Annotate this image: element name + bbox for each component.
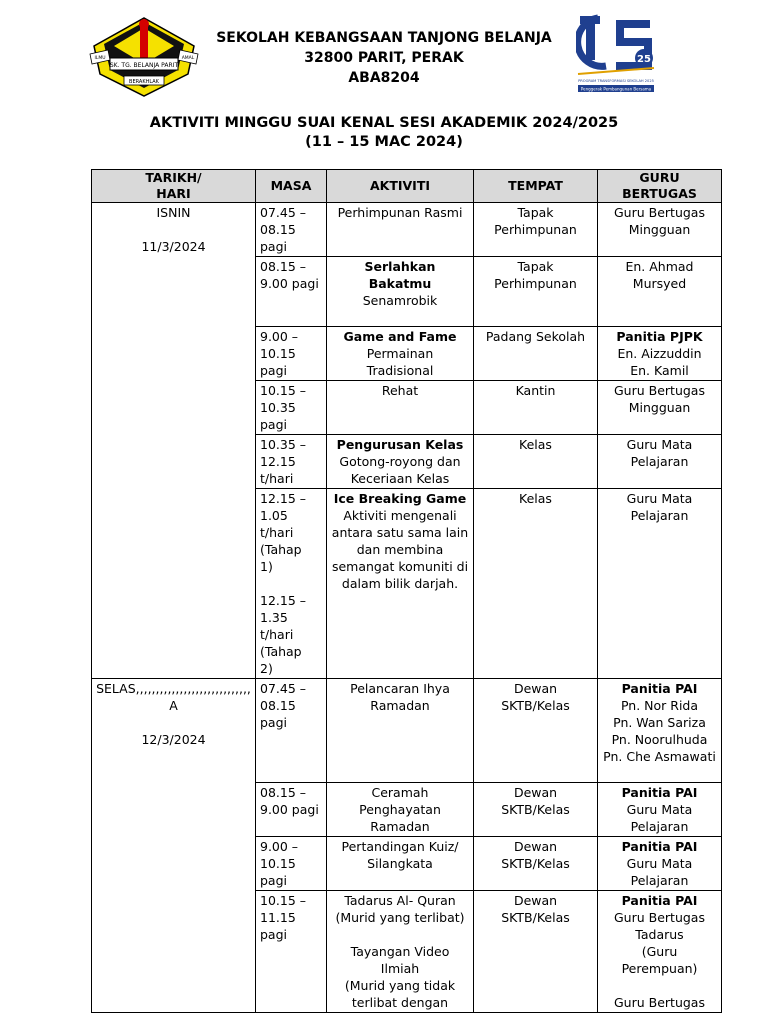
cell-line: 10.15 – xyxy=(260,893,307,908)
cell-line: SKTB/Kelas xyxy=(501,856,570,871)
cell-line: Perhimpunan xyxy=(494,276,577,291)
table-row xyxy=(92,679,722,783)
cell-line: En. Ahmad xyxy=(625,259,694,274)
aktiviti-cell xyxy=(327,327,474,381)
cell-line: Guru Bertugas xyxy=(614,205,705,220)
cell-line: dan membina xyxy=(356,542,444,557)
cell-line: pagi xyxy=(260,363,288,378)
school-code: ABA8204 xyxy=(348,70,420,86)
cell-line: 10.35 xyxy=(260,400,296,415)
guru-cell xyxy=(598,257,722,327)
guru-cell xyxy=(598,327,722,381)
day-cell xyxy=(92,203,256,679)
cell-line: 10.15 xyxy=(260,346,296,361)
cell-line: Mursyed xyxy=(632,276,687,291)
cell-line: (Murid yang tidak xyxy=(344,978,456,993)
blank-line xyxy=(96,714,251,731)
cell-line: Permainan xyxy=(366,346,434,361)
cell-line: 08.15 xyxy=(260,698,296,713)
crest-motto: BERAKHLAK xyxy=(129,79,159,85)
guru-cell xyxy=(598,489,722,679)
cell-line: Guru Mata xyxy=(626,802,693,817)
cell-line: Panitia PJPK xyxy=(616,329,703,344)
crest-ribbon-right: AMAL xyxy=(181,56,195,61)
cell-line: Pelancaran Ihya xyxy=(350,681,450,696)
cell-line: Panitia PAI xyxy=(621,893,698,908)
page-title xyxy=(0,114,768,152)
cell-line: Ramadan xyxy=(370,819,430,834)
cell-line: Tradisional xyxy=(366,363,434,378)
tempat-cell xyxy=(474,679,598,783)
cell-line: Senamrobik xyxy=(362,293,438,308)
cell-line: Tadarus Al- Quran xyxy=(344,893,456,908)
cell-line: 9.00 pagi xyxy=(260,802,319,817)
title-line-2: (11 – 15 MAC 2024) xyxy=(305,134,463,150)
cell-line: dalam bilik darjah. xyxy=(341,576,459,591)
aktiviti-cell xyxy=(327,679,474,783)
cell-line: Rehat xyxy=(381,383,419,398)
cell-line: 11.15 xyxy=(260,910,296,925)
cell-line: Tadarus xyxy=(635,927,684,942)
header-masa: MASA xyxy=(256,170,327,203)
cell-line: Mingguan xyxy=(628,400,691,415)
cell-line: 9.00 pagi xyxy=(260,276,319,291)
school-name: SEKOLAH KEBANGSAAN TANJONG BELANJA xyxy=(216,30,552,46)
cell-line: Pn. Noorulhuda xyxy=(611,732,708,747)
masa-cell xyxy=(256,327,327,381)
guru-cell xyxy=(598,381,722,435)
day-line1: ISNIN xyxy=(156,205,191,220)
cell-line: 07.45 – xyxy=(260,205,307,220)
cell-line: 1) xyxy=(260,559,273,574)
cell-line: 10.35 – xyxy=(260,437,307,452)
cell-line: 1.35 xyxy=(260,610,288,625)
cell-line: Guru Bertugas xyxy=(614,910,705,925)
cell-line: 07.45 – xyxy=(260,681,307,696)
cell-line: Pelajaran xyxy=(630,508,689,523)
cell-line: Guru Bertugas xyxy=(614,383,705,398)
aktiviti-cell xyxy=(327,891,474,1013)
guru-cell xyxy=(598,679,722,783)
cell-line: 10.15 – xyxy=(260,383,307,398)
cell-line: Perempuan) xyxy=(621,961,698,976)
aktiviti-cell xyxy=(327,381,474,435)
cell-line: Ice Breaking Game xyxy=(333,491,467,506)
tempat-cell xyxy=(474,783,598,837)
cell-line: En. Kamil xyxy=(630,363,689,378)
blank-line xyxy=(260,575,322,592)
aktiviti-cell xyxy=(327,203,474,257)
cell-line: pagi xyxy=(260,715,288,730)
cell-line: Dewan xyxy=(513,681,558,696)
cell-line: Guru Mata xyxy=(626,437,693,452)
tempat-cell xyxy=(474,489,598,679)
header-guru-bertugas: GURU BERTUGAS xyxy=(598,170,722,203)
cell-line: 12.15 – xyxy=(260,491,307,506)
cell-line: Mingguan xyxy=(628,222,691,237)
masa-cell xyxy=(256,783,327,837)
ts25-caption-2: Penggerak Pembangunan Bersama xyxy=(580,86,652,92)
cell-line: Aktiviti mengenali xyxy=(343,508,457,523)
day-line2: 12/3/2024 xyxy=(141,732,206,747)
tempat-cell xyxy=(474,891,598,1013)
cell-line: Kantin xyxy=(515,383,556,398)
cell-line: Padang Sekolah xyxy=(485,329,586,344)
cell-line: Keceriaan Kelas xyxy=(350,471,450,486)
cell-line: (Tahap xyxy=(260,644,302,659)
tempat-cell xyxy=(474,327,598,381)
cell-line: Tapak xyxy=(517,205,554,220)
cell-line: 08.15 – xyxy=(260,259,307,274)
cell-line: Serlahkan xyxy=(364,259,436,274)
guru-cell xyxy=(598,891,722,1013)
aktiviti-cell xyxy=(327,435,474,489)
guru-cell xyxy=(598,783,722,837)
cell-line: pagi xyxy=(260,417,288,432)
cell-line: 9.00 – xyxy=(260,839,299,854)
cell-line: 9.00 – xyxy=(260,329,299,344)
schedule-body xyxy=(92,203,722,1013)
schedule-table xyxy=(91,169,722,1013)
cell-line: Game and Fame xyxy=(343,329,457,344)
cell-line: Ilmiah xyxy=(380,961,420,976)
cell-line: Dewan xyxy=(513,839,558,854)
header-tempat: TEMPAT xyxy=(474,170,598,203)
day-cell xyxy=(92,679,256,1013)
cell-line: Ramadan xyxy=(370,698,430,713)
cell-line: SKTB/Kelas xyxy=(501,698,570,713)
cell-line: terlibat dengan xyxy=(351,995,449,1010)
cell-line: 08.15 – xyxy=(260,785,307,800)
aktiviti-cell xyxy=(327,837,474,891)
cell-line: (Guru xyxy=(641,944,678,959)
school-info xyxy=(200,28,568,88)
cell-line: Kelas xyxy=(519,491,552,506)
tempat-cell xyxy=(474,837,598,891)
cell-line: Pengurusan Kelas xyxy=(336,437,464,452)
cell-line: Pn. Che Asmawati xyxy=(603,749,716,764)
blank-line xyxy=(96,221,251,238)
tempat-cell xyxy=(474,203,598,257)
cell-line: Pelajaran xyxy=(630,819,689,834)
blank-line xyxy=(331,926,469,943)
cell-line: Dewan xyxy=(513,785,558,800)
cell-line: t/hari xyxy=(260,627,294,642)
masa-cell xyxy=(256,489,327,679)
masa-cell xyxy=(256,257,327,327)
cell-line: Guru Bertugas xyxy=(614,995,705,1010)
cell-line: Perhimpunan Rasmi xyxy=(337,205,463,220)
tempat-cell xyxy=(474,435,598,489)
cell-line: Panitia PAI xyxy=(621,681,698,696)
cell-line: Pn. Nor Rida xyxy=(620,698,699,713)
cell-line: Dewan xyxy=(513,893,558,908)
guru-cell xyxy=(598,435,722,489)
cell-line: Kelas xyxy=(519,437,552,452)
aktiviti-cell xyxy=(327,489,474,679)
cell-line: Bakatmu xyxy=(368,276,432,291)
cell-line: semangat komuniti di xyxy=(331,559,469,574)
table-header-row xyxy=(92,170,722,203)
cell-line: antara satu sama lain xyxy=(331,525,469,540)
school-crest-icon xyxy=(88,14,200,100)
cell-line: SKTB/Kelas xyxy=(501,910,570,925)
cell-line: Tayangan Video xyxy=(350,944,450,959)
ts25-caption-1: PROGRAM TRANSFORMASI SEKOLAH 2025 xyxy=(578,79,654,83)
cell-line: 12.15 xyxy=(260,454,296,469)
masa-cell xyxy=(256,435,327,489)
crest-banner-text: SK. TG. BELANJA PARIT xyxy=(109,62,179,69)
guru-cell xyxy=(598,837,722,891)
masa-cell xyxy=(256,891,327,1013)
day-line2: 11/3/2024 xyxy=(141,239,206,254)
crest-ribbon-left: ILMU xyxy=(94,56,106,61)
school-address: 32800 PARIT, PERAK xyxy=(304,50,464,66)
cell-line: Penghayatan xyxy=(359,802,441,817)
cell-line: 12.15 – xyxy=(260,593,307,608)
guru-cell xyxy=(598,203,722,257)
cell-line: Pelajaran xyxy=(630,454,689,469)
cell-line: pagi xyxy=(260,239,288,254)
title-line-1: AKTIVITI MINGGU SUAI KENAL SESI AKADEMIK 2024/2025 xyxy=(149,115,619,131)
blank-line xyxy=(602,977,717,994)
ts25-number: 25 xyxy=(637,54,651,65)
cell-line: 10.15 xyxy=(260,856,296,871)
cell-line: 1.05 xyxy=(260,508,288,523)
masa-cell xyxy=(256,679,327,783)
masa-cell xyxy=(256,203,327,257)
cell-line: Ceramah xyxy=(371,785,429,800)
aktiviti-cell xyxy=(327,257,474,327)
cell-line: pagi xyxy=(260,927,288,942)
cell-line: Tapak xyxy=(517,259,554,274)
cell-line: Guru Mata xyxy=(626,856,693,871)
aktiviti-cell xyxy=(327,783,474,837)
day-line1: SELAS,,,,,,,,,,,,,,,,,,,,,,,,,,,,, xyxy=(96,681,251,696)
tempat-cell xyxy=(474,257,598,327)
masa-cell xyxy=(256,837,327,891)
cell-line: Panitia PAI xyxy=(621,785,698,800)
cell-line: Guru Mata xyxy=(626,491,693,506)
cell-line: Pertandingan Kuiz/ xyxy=(341,839,459,854)
table-row xyxy=(92,203,722,257)
cell-line: (Murid yang terlibat) xyxy=(335,910,465,925)
masa-cell xyxy=(256,381,327,435)
cell-line: En. Aizzuddin xyxy=(617,346,702,361)
cell-line: Perhimpunan xyxy=(494,222,577,237)
cell-line: Gotong-royong dan xyxy=(339,454,461,469)
tempat-cell xyxy=(474,381,598,435)
cell-line: (Tahap xyxy=(260,542,302,557)
header-aktiviti: AKTIVITI xyxy=(327,170,474,203)
cell-line: SKTB/Kelas xyxy=(501,802,570,817)
cell-line: Pn. Wan Sariza xyxy=(613,715,706,730)
cell-line: 08.15 xyxy=(260,222,296,237)
cell-line: Silangkata xyxy=(367,856,433,871)
day-line1b: A xyxy=(169,698,178,713)
cell-line: t/hari xyxy=(260,471,294,486)
cell-line: Panitia PAI xyxy=(621,839,698,854)
header-tarikh-hari: TARIKH/ HARI xyxy=(92,170,256,203)
document-header xyxy=(0,0,768,110)
cell-line: pagi xyxy=(260,873,288,888)
ts25-logo-icon xyxy=(576,10,656,94)
cell-line: Pelajaran xyxy=(630,873,689,888)
cell-line: 2) xyxy=(260,661,273,676)
cell-line: t/hari xyxy=(260,525,294,540)
